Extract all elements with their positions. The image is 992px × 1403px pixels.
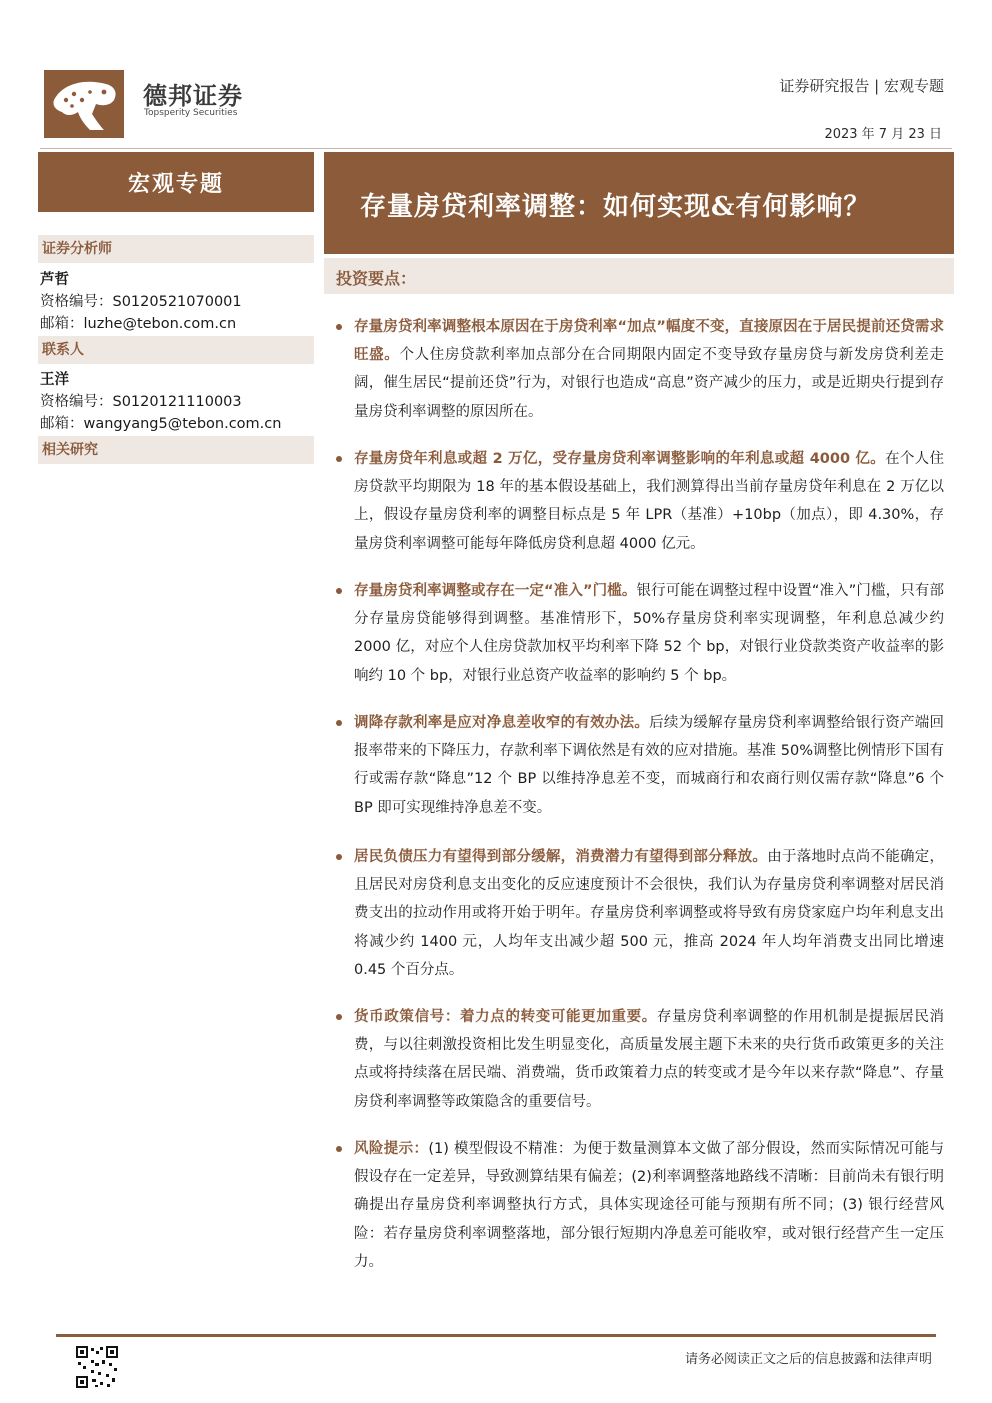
category-banner: 宏观专题 [38,152,314,212]
report-date: 2023 年 7 月 23 日 [824,127,942,142]
key-point-highlight: 调降存款利率是应对净息差收窄的有效办法。 [354,715,650,731]
key-point [340,1003,944,1116]
bullet-dot-icon [336,720,342,726]
key-point-body: 银行可能在调整过程中设置“准入”门槛，只有部分存量房贷能够得到调整。基准情形下，50%存量房贷利率实现调整，年利息总减少约 2000 亿，对应个人住房贷款加权平均利率下降 52 个 bp，对银行业贷款类资产收益率的影响约 10 个 bp，对银行业总资产收益率的影响约 5 个 bp。 [354,583,944,684]
related-research-title: 相关研究 [38,436,314,464]
contact-cert: 资格编号：S0120121110003 [40,394,242,410]
qr-code-icon [76,1346,118,1388]
key-point-body: 个人住房贷款利率加点部分在合同期限内固定不变导致存量房贷与新发房贷利差走阔，催生居民“提前还贷”行为，对银行也造成“高息”资产减少的压力，或是近期央行提到存量房贷利率调整的原因所在。 [354,347,944,420]
bullet-dot-icon [336,324,342,330]
key-point [340,577,944,690]
tebon-logo-icon [44,70,124,138]
footer-divider [56,1334,936,1337]
key-point-body: 存量房贷利率调整的作用机制是提振居民消费，与以往刺激投资相比发生明显变化，高质量发展主题下未来的央行货币政策更多的关注点或将持续落在居民端、消费端，货币政策着力点的转变或才是今年以来存款“降息”、存量房贷利率调整等政策隐含的重要信号。 [354,1009,945,1110]
contact-name: 王洋 [40,371,69,388]
contact-email[interactable]: 邮箱：wangyang5@tebon.com.cn [40,416,282,432]
analyst-name: 芦哲 [40,271,69,288]
report-type: 证券研究报告 | 宏观专题 [779,77,944,95]
key-point-body: 后续为缓解存量房贷利率调整给银行资产端回报率带来的下降压力，存款利率下调依然是有效的应对措施。基准 50%调整比例情形下国有行或需存款“降息”12 个 BP 以维持净息差不变，而城商行和农商行则仅需存款“降息”6 个 BP 即可实现维持净息差不变。 [354,715,945,816]
report-title-bar [324,152,954,254]
brand-name-cn: 德邦证券 [143,82,243,110]
key-point [340,445,944,558]
risk-warning-label: 风险提示： [354,1141,429,1157]
key-point-highlight: 存量房贷利率调整根本原因在于房贷利率“加点”幅度不变，直接原因在于居民提前还贷需求旺盛。 [354,319,944,364]
bullet-dot-icon [336,588,342,594]
bullet-dot-icon [336,854,342,860]
key-point-highlight: 居民负债压力有望得到部分缓解，消费潜力有望得到部分释放。 [354,849,768,865]
bullet-dot-icon [336,456,342,462]
bullet-dot-icon [336,1146,342,1152]
analyst-section-title: 证券分析师 [38,235,314,263]
report-title: 存量房贷利率调整：如何实现&有何影响？ [360,192,871,222]
key-point-body: 在个人住房贷款平均期限为 18 年的基本假设基础上，我们测算得出当前存量房贷年利息在 2 万亿以上，假设存量房贷利率的调整目标点是 5 年 LPR（基准）+10bp（加点），即 4.30%，存量房贷利率调整可能每年降低房贷利息超 4000 亿元。 [354,451,944,552]
risk-warning-body: (1) 模型假设不精准：为便于数量测算本文做了部分假设，然而实际情况可能与假设存在一定差异，导致测算结果有偏差；(2)利率调整落地路线不清晰：目前尚未有银行明确提出存量房贷利率调整执行方式，具体实现途径可能与预期有所不同；(3) 银行经营风险：若存量房贷利率调整落地，部分银行短期内净息差可能收窄，或对银行经营产生一定压力。 [354,1141,944,1270]
key-point [340,843,944,984]
bullet-dot-icon [336,1014,342,1020]
key-point-highlight: 货币政策信号：着力点的转变可能更加重要。 [354,1009,657,1025]
risk-warning [340,1135,944,1276]
contact-section-title: 联系人 [38,336,314,364]
key-point-body: 由于落地时点尚不能确定，且居民对房贷利息支出变化的反应速度预计不会很快，我们认为存量房贷利率调整对居民消费支出的拉动作用或将开始于明年。存量房贷利率调整或将导致有房贷家庭户均年利息支出将减少约 1400 元，人均年支出减少超 500 元，推高 2024 年人均年消费支出同比增速 0.45 个百分点。 [354,849,945,978]
section-label: 投资要点： [336,269,417,288]
footer-disclaimer: 请务必阅读正文之后的信息披露和法律声明 [684,1352,932,1367]
key-point [340,313,944,426]
key-point-highlight: 存量房贷年利息或超 2 万亿，受存量房贷利率调整影响的年利息或超 4000 亿。 [354,451,886,467]
key-point [340,709,944,822]
analyst-email[interactable]: 邮箱：luzhe@tebon.com.cn [40,316,237,332]
analyst-cert: 资格编号：S0120521070001 [40,294,242,310]
brand-name-en: Topsperity Securities [144,108,238,118]
header-divider [40,148,952,149]
section-label-bar [324,258,954,294]
key-point-highlight: 存量房贷利率调整或存在一定“准入”门槛。 [354,583,637,599]
